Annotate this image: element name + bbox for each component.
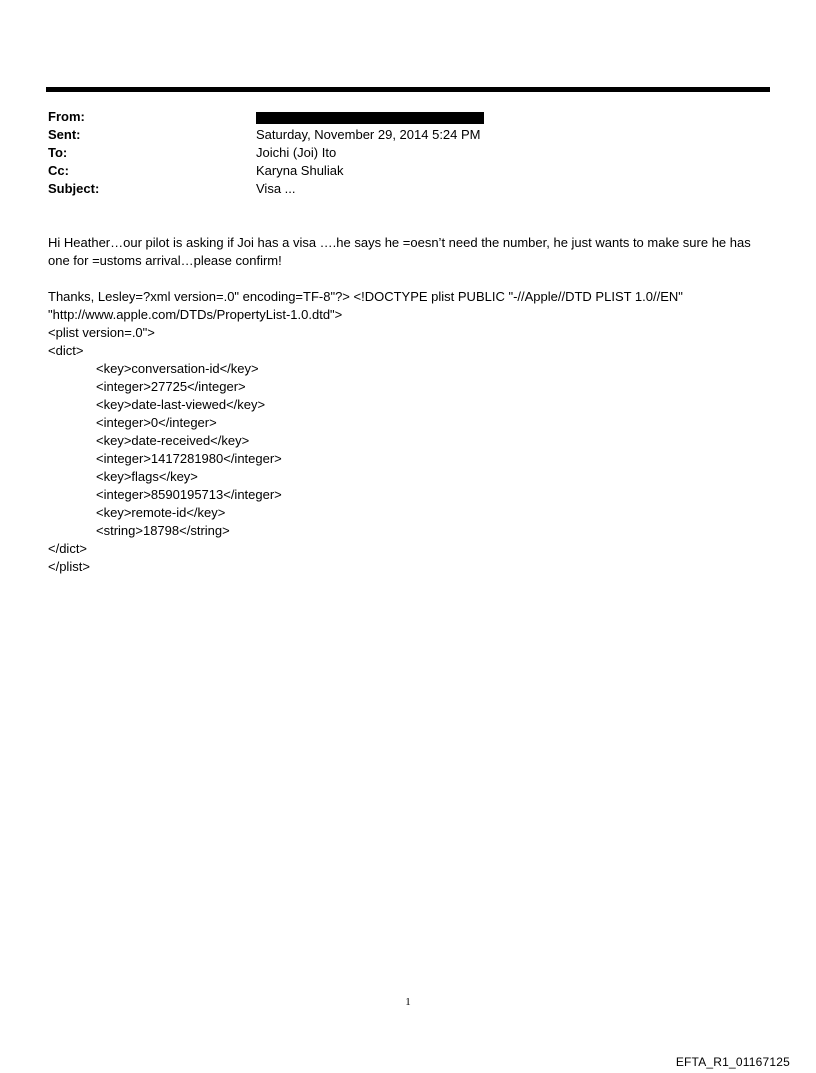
header-row-subject [48,180,748,198]
from-value [256,108,748,126]
dict-entry: <integer>1417281980</integer> [96,451,282,466]
sent-label: Sent: [48,127,81,142]
dtd-line: "http://www.apple.com/DTDs/PropertyList-1.0.dtd"> [48,307,343,322]
from-label: From: [48,109,85,124]
dict-close: </dict> [48,541,88,556]
cc-label: Cc: [48,163,69,178]
paragraph-spacer [48,270,772,288]
plist-close: </plist> [48,559,90,574]
header-row-cc [48,162,748,180]
plist-open: <plist version=.0"> [48,325,155,340]
header-divider [46,87,770,92]
dict-entry: <key>conversation-id</key> [96,361,259,376]
dict-entry: <key>remote-id</key> [96,505,226,520]
email-body [48,234,772,576]
header-row-to [48,144,748,162]
subject-label: Subject: [48,181,100,196]
dict-entry: <key>date-last-viewed</key> [96,397,266,412]
message-line-1: Hi Heather…our pilot is asking if Joi has a visa ….he says he =oesn’t need the number, he just wants to make sure he has [48,235,751,250]
sent-value: Saturday, November 29, 2014 5:24 PM [256,127,481,142]
email-header [48,108,748,198]
header-row-sent [48,126,748,144]
to-label: To: [48,145,68,160]
dict-open: <dict> [48,343,84,358]
thanks-line: Thanks, Lesley=?xml version=.0" encoding=TF-8"?> <!DOCTYPE plist PUBLIC "-//Apple//DTD PLIST 1.0//EN" [48,289,683,304]
page-number: 1 [405,996,411,1008]
message-line-2: one for =ustoms arrival…please confirm! [48,253,282,268]
redaction-bar [256,112,484,124]
to-value: Joichi (Joi) Ito [256,145,337,160]
dict-entry: <key>flags</key> [96,469,198,484]
document-id: EFTA_R1_01167125 [675,1055,790,1069]
dict-entry: <string>18798</string> [96,523,230,538]
dict-entry: <integer>8590195713</integer> [96,487,282,502]
dict-entry: <key>date-received</key> [96,433,250,448]
header-row-from [48,108,748,126]
dict-entry: <integer>0</integer> [96,415,217,430]
cc-value: Karyna Shuliak [256,163,344,178]
dict-entry: <integer>27725</integer> [96,379,246,394]
subject-value: Visa ... [256,181,296,196]
